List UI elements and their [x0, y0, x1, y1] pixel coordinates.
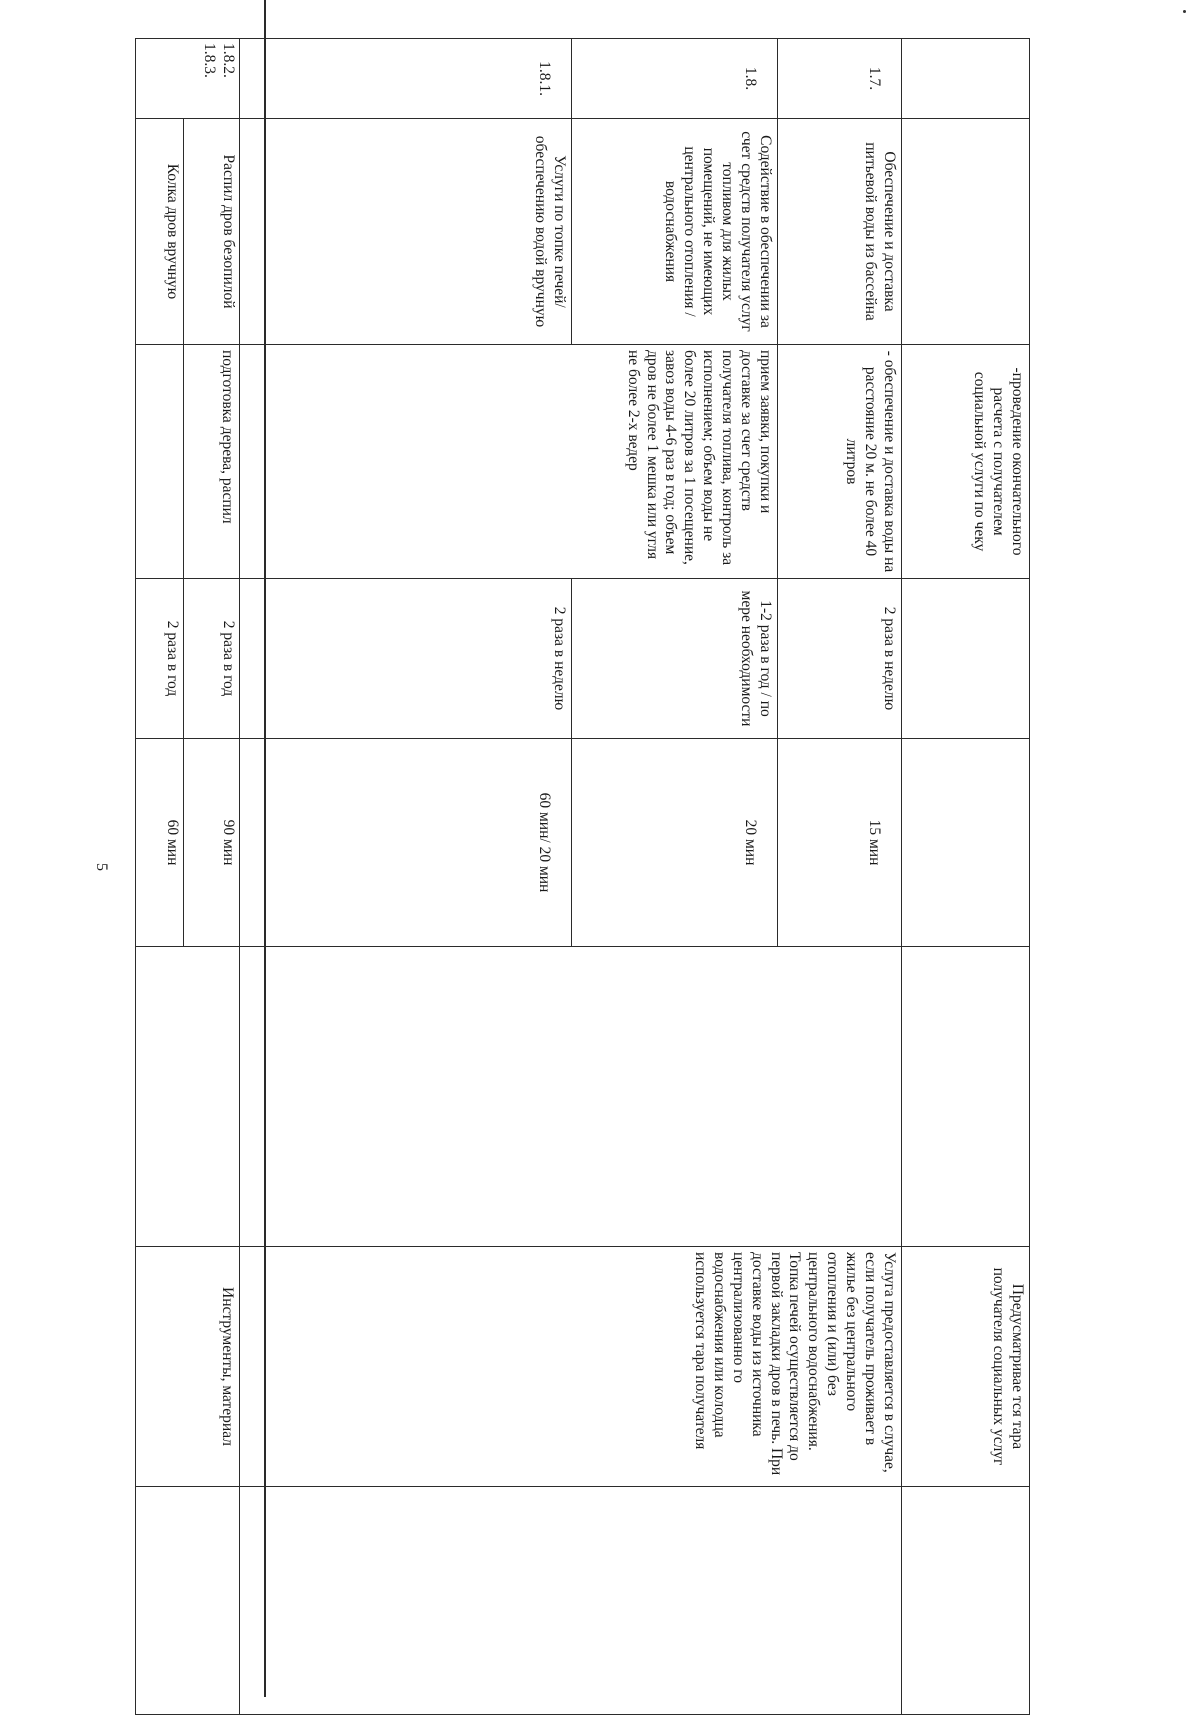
- service-notes: Предусматривае тся тара получателя социальных услуг: [902, 1247, 1030, 1487]
- service-column-6: [136, 947, 240, 1247]
- row-number: 1.8.3.: [201, 43, 219, 78]
- service-description: прием заявки, покупки и доставке за счет средств получателя топлива, контроль за исполнением; объем воды не более 20 литров за 1 посещение, завоз воды 4-6 раз в год; объем дров не более 1 мешка или угля не более 2-х ведер: [240, 345, 778, 579]
- service-time: 20 мин: [572, 739, 778, 947]
- service-column-6: [240, 947, 902, 1247]
- service-frequency: 2 раза в год: [136, 579, 184, 739]
- service-time: 60 мин/ 20 мин: [240, 739, 572, 947]
- row-number: 1.7.: [778, 39, 902, 119]
- service-column-8: [136, 1487, 240, 1715]
- service-time: [902, 739, 1030, 947]
- table-row: [902, 39, 1030, 1715]
- row-number: 1.8.: [572, 39, 778, 119]
- services-table: [135, 38, 1030, 1715]
- row-number: [902, 39, 1030, 119]
- service-time: 15 мин: [778, 739, 902, 947]
- service-notes: Услуга предоставляется в случае, если получатель проживает в жилье без центрального отопления и (или) без центрального водоснабжения. Топка печей осуществляется до первой закладки дров в печь. При доставке воды из источника централизованно го водоснабжения или колодца используется тара получателя: [240, 1247, 902, 1487]
- row-number: 1.8.2.: [220, 43, 237, 78]
- page-number: 5: [93, 863, 110, 871]
- service-name: Услуги по топке печей/ обеспечению водой вручную: [240, 119, 572, 345]
- service-column-8: [902, 1487, 1030, 1715]
- table-row: [778, 39, 902, 1715]
- service-column-6: [902, 947, 1030, 1247]
- service-notes: Инструменты, материал: [136, 1247, 240, 1487]
- service-name: Колка дров вручную: [136, 119, 184, 345]
- service-time: 60 мин: [136, 739, 184, 947]
- service-frequency: [902, 579, 1030, 739]
- service-frequency: 1-2 раза в год / по мере необходимости: [572, 579, 778, 739]
- service-frequency: 2 раза в неделю: [240, 579, 572, 739]
- service-name: Содействие в обеспечении за счет средств получателя услуг топливом для жилых помещений, не имеющих центрального отопления / водоснабжения: [572, 119, 778, 345]
- scan-speck: [1183, 10, 1186, 13]
- service-name: Обеспечение и доставка питьевой воды из бассейна: [778, 119, 902, 345]
- service-time: 90 мин: [184, 739, 240, 947]
- service-name: Распил дров безопилой: [220, 154, 237, 309]
- services-table-rotated: [136, 38, 1030, 1714]
- service-column-8: [240, 1487, 902, 1715]
- service-description: -проведение окончательного расчета с получателем социальной услуги по чеку: [902, 345, 1030, 579]
- service-name: [902, 119, 1030, 345]
- table-row: [184, 39, 240, 1715]
- service-frequency: 2 раза в год: [184, 579, 240, 739]
- row-number-stack: [136, 39, 240, 119]
- row-number: 1.8.1.: [240, 39, 572, 119]
- service-description: [136, 345, 184, 579]
- service-frequency: 2 раза в неделю: [778, 579, 902, 739]
- service-description: подготовка дерева, распил: [184, 345, 240, 579]
- service-description: - обеспечение и доставка воды на расстояние 20 м. не более 40 литров: [778, 345, 902, 579]
- service-name-stack: [184, 119, 240, 345]
